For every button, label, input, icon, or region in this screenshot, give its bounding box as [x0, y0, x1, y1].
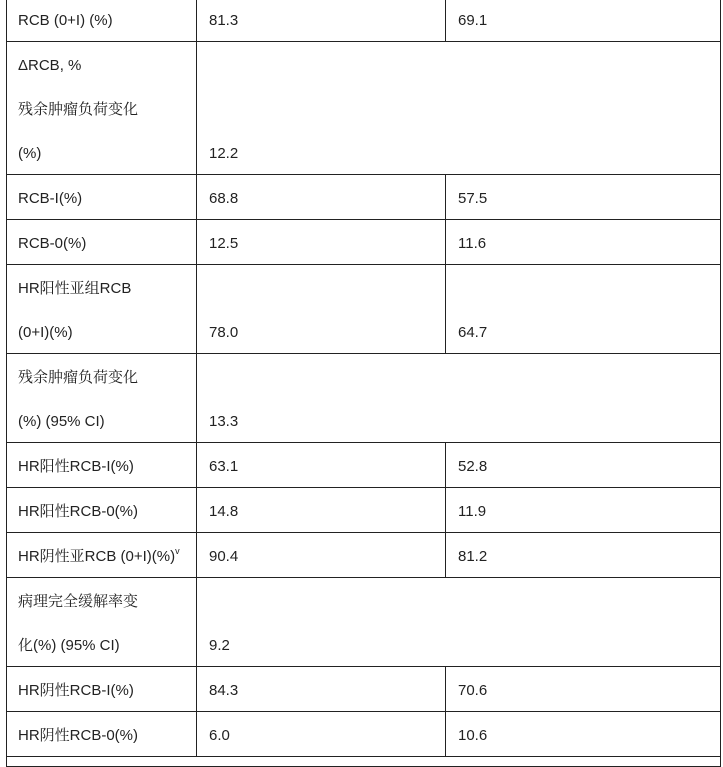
row-label: HR阳性亚组RCB (0+I)(%): [7, 265, 197, 354]
value-cell: 57.5: [446, 175, 721, 220]
empty-cell: [7, 757, 721, 767]
value-cell: 84.3: [197, 667, 446, 712]
footnote-marker: v: [175, 546, 180, 556]
value-cell: 10.6: [446, 712, 721, 757]
value-cell: 11.6: [446, 220, 721, 265]
table-row: [7, 354, 721, 443]
row-label: RCB (0+I) (%): [7, 0, 197, 42]
table-row: [7, 443, 721, 488]
value-cell: 64.7: [446, 265, 721, 354]
value-cell: 12.5: [197, 220, 446, 265]
table-row: [7, 220, 721, 265]
table-row: [7, 578, 721, 667]
table-row: [7, 0, 721, 42]
table-row: [7, 712, 721, 757]
merged-value-cell: 13.3: [197, 354, 721, 443]
row-label: HR阳性RCB-0(%): [7, 488, 197, 533]
row-label: 病理完全缓解率变 化(%) (95% CI): [7, 578, 197, 667]
row-label: HR阴性RCB-0(%): [7, 712, 197, 757]
row-label: 残余肿瘤负荷变化 (%) (95% CI): [7, 354, 197, 443]
table-row: [7, 265, 721, 354]
value-cell: 68.8: [197, 175, 446, 220]
merged-value-cell: 9.2: [197, 578, 721, 667]
table-row: [7, 42, 721, 175]
value-cell: 63.1: [197, 443, 446, 488]
row-label: HR阴性亚RCB (0+I)(%)$^v$: [7, 533, 197, 578]
row-label: HR阳性RCB-I(%): [7, 443, 197, 488]
row-label: HR阴性RCB-I(%): [7, 667, 197, 712]
table-row: [7, 175, 721, 220]
value-cell: 70.6: [446, 667, 721, 712]
value-cell: 6.0: [197, 712, 446, 757]
table-row: [7, 667, 721, 712]
value-cell: 78.0: [197, 265, 446, 354]
row-label: RCB-0(%): [7, 220, 197, 265]
value-cell: 81.3: [197, 0, 446, 42]
value-cell: 14.8: [197, 488, 446, 533]
table-row: [7, 533, 721, 578]
value-cell: 52.8: [446, 443, 721, 488]
value-cell: 11.9: [446, 488, 721, 533]
merged-value-cell: 12.2: [197, 42, 721, 175]
table-row: [7, 488, 721, 533]
results-table: [6, 0, 721, 767]
value-cell: 69.1: [446, 0, 721, 42]
row-label: ΔRCB, % 残余肿瘤负荷变化 (%): [7, 42, 197, 175]
table-row: [7, 757, 721, 767]
value-cell: 81.2: [446, 533, 721, 578]
value-cell: 90.4: [197, 533, 446, 578]
row-label: RCB-I(%): [7, 175, 197, 220]
